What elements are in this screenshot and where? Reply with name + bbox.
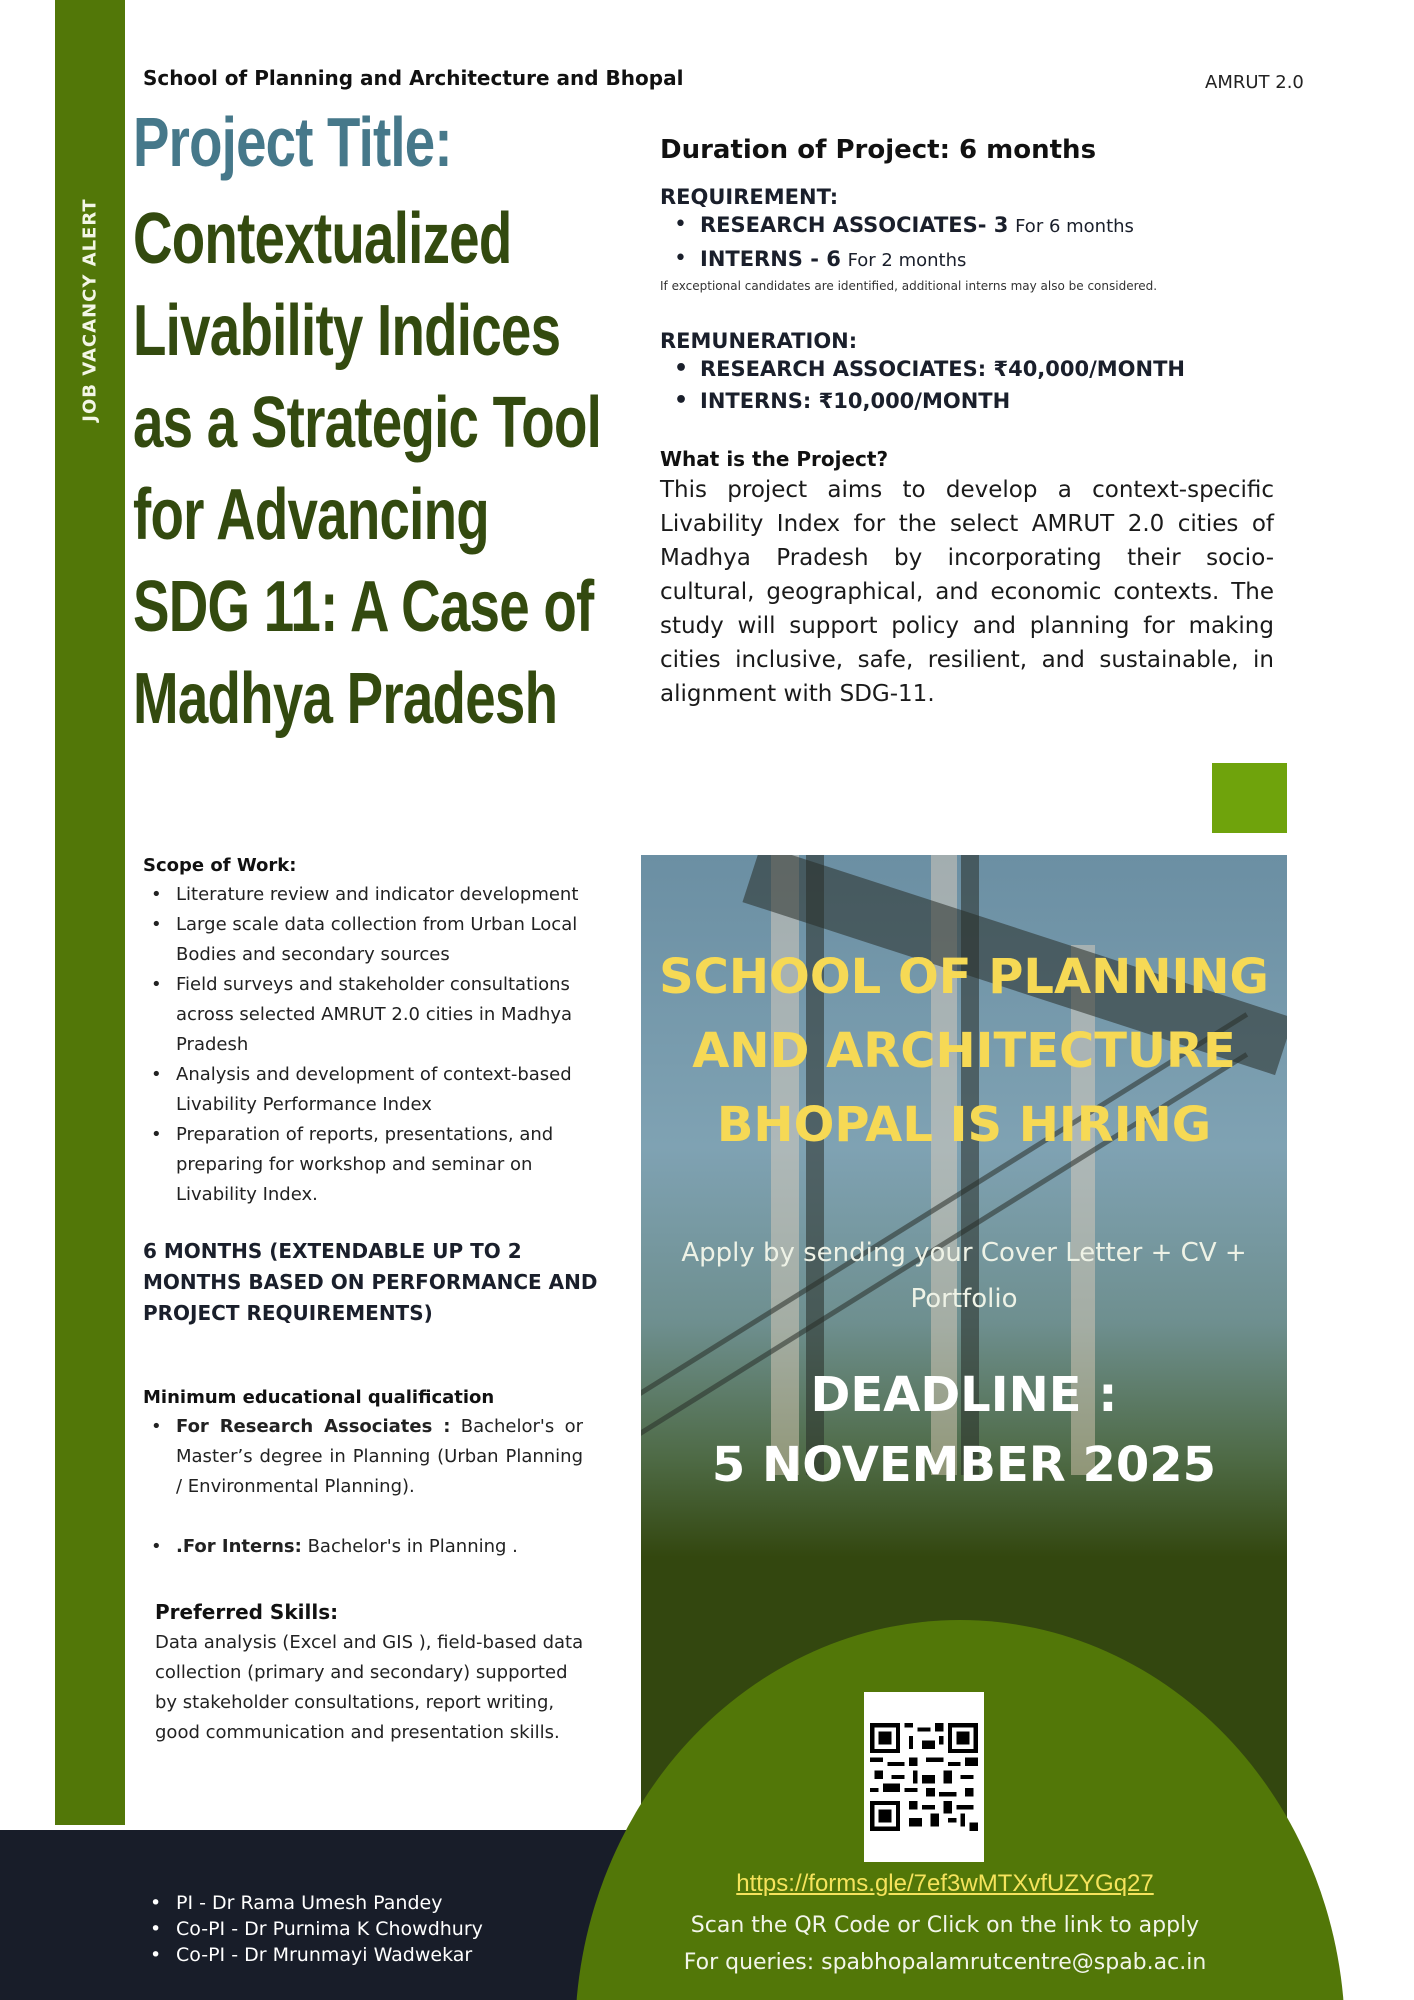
scope-heading: Scope of Work: (143, 855, 297, 876)
remuneration-item: • INTERNS: ₹10,000/MONTH (660, 385, 1274, 417)
application-form-link[interactable]: https://forms.gle/7ef3wMTXvfUZYGq27 (736, 1870, 1154, 1897)
program-tag: AMRUT 2.0 (1205, 72, 1304, 93)
preferred-skills-section (155, 1600, 595, 1748)
project-title-label: Project Title: (133, 103, 452, 181)
qr-code-icon[interactable] (864, 1692, 984, 1862)
qualification-heading: Minimum educational qualification (143, 1387, 495, 1408)
project-description: This project aims to develop a context-specific Livability Index for the select AMRUT 2.0 cities of Madhya Pradesh by incorporating their socio-cultural, geographical, and economic contexts. The study will support policy and planning for making cities inclusive, safe, resilient, and sustainable, in alignment with SDG-11. (660, 477, 1274, 707)
skills-heading: Preferred Skills: (155, 1600, 339, 1624)
project-team-list (150, 1890, 483, 1968)
remuneration-item: • RESEARCH ASSOCIATES: ₹40,000/MONTH (660, 353, 1274, 385)
requirement-item (660, 209, 1274, 243)
requirement-note: If exceptional candidates are identified, additional interns may also be considered. (660, 279, 1158, 293)
qualification-text: Bachelor's or Master’s degree in Planning (Urban Planning / Environmental Planning). (176, 1416, 583, 1497)
requirement-role: INTERNS - 6 (700, 247, 841, 271)
qualification-item (143, 1532, 583, 1562)
scope-item: • Field surveys and stakeholder consultations across selected AMRUT 2.0 cities in Madhya Pradesh (143, 970, 613, 1060)
skills-text: Data analysis (Excel and GIS ), field-based data collection (primary and secondary) supported by stakeholder consultations, report writing, good communication and presentation skills. (155, 1632, 584, 1743)
qualification-item (143, 1412, 583, 1502)
requirement-term: For 6 months (1015, 216, 1134, 237)
scope-list (143, 880, 613, 1210)
requirement-heading: REQUIREMENT: (660, 185, 839, 209)
scope-of-work-section (143, 855, 613, 1562)
scope-item: • Large scale data collection from Urban Local Bodies and secondary sources (143, 910, 613, 970)
organization-name: School of Planning and Architecture and Bhopal (143, 66, 684, 90)
project-duration: Duration of Project: 6 months (660, 135, 1097, 165)
what-is-project-heading: What is the Project? (660, 447, 889, 471)
project-details (660, 135, 1274, 711)
accent-square (1212, 763, 1287, 833)
scope-item: • Analysis and development of context-based Livability Performance Index (143, 1060, 613, 1120)
job-vacancy-alert-label: JOB VACANCY ALERT (79, 198, 101, 422)
team-member: • Co-PI - Dr Mrunmayi Wadwekar (150, 1942, 483, 1968)
contact-email: For queries: spabhopalamrutcentre@spab.ac.in (683, 1950, 1207, 1975)
scope-item: • Literature review and indicator development (143, 880, 613, 910)
remuneration-heading: REMUNERATION: (660, 329, 858, 353)
project-title: Contextualized Livability Indices as a Strategic Tool for Advancing SDG 11: A Case of Madhya Pradesh (133, 199, 602, 739)
remuneration-list (660, 353, 1274, 417)
qualification-text: Bachelor's in Planning . (301, 1536, 518, 1557)
hiring-headline: SCHOOL OF PLANNING AND ARCHITECTURE BHOPAL IS HIRING (659, 949, 1269, 1153)
qr-code-graphic (870, 1698, 978, 1856)
qualification-label: .For Interns: (176, 1536, 302, 1557)
requirement-term: For 2 months (847, 250, 967, 271)
scan-instructions: Scan the QR Code or Click on the link to apply (690, 1913, 1200, 1938)
team-member: • Co-PI - Dr Purnima K Chowdhury (150, 1916, 483, 1942)
requirement-list (660, 209, 1274, 277)
team-member: • PI - Dr Rama Umesh Pandey (150, 1890, 483, 1916)
qualification-label: For Research Associates : (176, 1416, 451, 1437)
scope-item: • Preparation of reports, presentations, and preparing for workshop and seminar on Livability Index. (143, 1120, 613, 1210)
requirement-role: RESEARCH ASSOCIATES- 3 (700, 213, 1009, 237)
apply-instructions: Apply by sending your Cover Letter + CV + Portfolio (681, 1238, 1247, 1314)
requirement-item (660, 243, 1274, 277)
qualification-list (143, 1412, 613, 1562)
deadline (641, 1360, 1287, 1500)
extension-note: 6 MONTHS (EXTENDABLE UP TO 2 MONTHS BASED ON PERFORMANCE AND PROJECT REQUIREMENTS) (143, 1239, 598, 1325)
deadline-date: 5 NOVEMBER 2025 (711, 1437, 1217, 1493)
deadline-label: DEADLINE : (810, 1367, 1118, 1423)
